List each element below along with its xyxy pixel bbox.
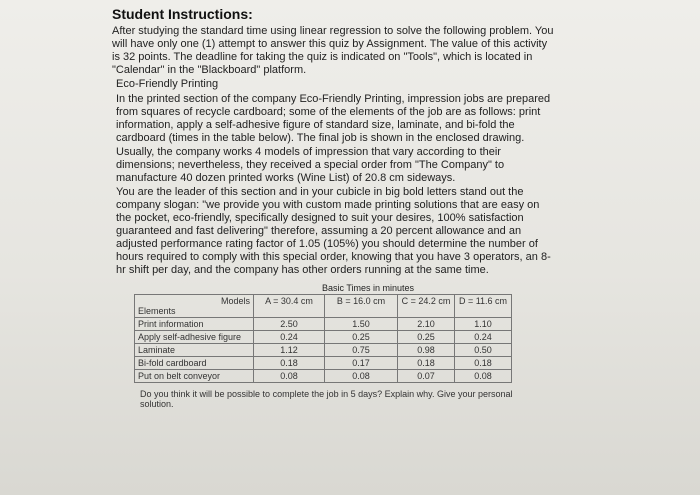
intro-paragraph: After studying the standard time using linear regression to solve the following problem. You will have only one (1) attempt to answer this quiz by Assignment. The value of this activity is 32 points. The deadline for taking the quiz is indicated on "Tools", which is located in "Calendar" in the "Blackboard" platform. (112, 25, 554, 76)
cell-d: 0.08 (455, 370, 512, 383)
basic-times-table (134, 294, 512, 383)
cell-c: 0.07 (398, 370, 455, 383)
cell-d: 0.50 (455, 344, 512, 357)
elements-label: Elements (138, 306, 176, 316)
table-title: Basic Times in minutes (321, 283, 415, 293)
col-a-header: A = 30.4 cm (254, 295, 325, 318)
cell-d: 0.24 (455, 331, 512, 344)
question-text: Do you think it will be possible to complete the job in 5 days? Explain why. Give your personal solution. (140, 389, 513, 409)
col-b-header: B = 16.0 cm (325, 295, 398, 318)
cell-b: 0.17 (325, 357, 398, 370)
page-title: Student Instructions: (112, 6, 253, 22)
cell-a: 0.18 (254, 357, 325, 370)
cell-c: 2.10 (398, 318, 455, 331)
paragraph-1: In the printed section of the company Eco-Friendly Printing, impression jobs are prepared from squares of recycle cardboard; some of the elements of the job are as follows: print information, apply a self-adhesive figure of standard size, laminate, and bi-fold the cardboard (times in the table below). The final job is shown in the enclosed drawing. (116, 93, 551, 144)
table-row (135, 331, 512, 344)
paragraph-3: You are the leader of this section and in your cubicle in big bold letters stand out the company slogan: "we provide you with custom made printing solutions that are easy on the pocket, eco-friendly, specifically designed to suit your desires, 100% satisfaction guaranteed and fast delivering" therefore, assuming a 20 percent allowance and an adjusted performance rating factor of 1.05 (105%) you should determine the number of hours required to comply with this special order, knowing that you have 3 operators, an 8-hr shift per day, and the company has other orders running at the same time. (116, 186, 551, 276)
cell-b: 0.25 (325, 331, 398, 344)
table-row (135, 318, 512, 331)
paragraph-2: Usually, the company works 4 models of impression that vary according to their dimensions; nevertheless, they received a special order from "The Company" to manufacture 40 dozen printed works (Wine List) of 20.8 cm sideways. (116, 146, 505, 184)
cell-d: 1.10 (455, 318, 512, 331)
row-element: Apply self-adhesive figure (135, 331, 254, 344)
models-label: Models (220, 296, 250, 306)
document-content (112, 6, 554, 409)
table-header-row (135, 295, 512, 318)
table-row (135, 344, 512, 357)
cell-c: 0.18 (398, 357, 455, 370)
row-element: Put on belt conveyor (135, 370, 254, 383)
section-title: Eco-Friendly Printing (116, 78, 219, 90)
col-c-header: C = 24.2 cm (398, 295, 455, 318)
cell-a: 0.24 (254, 331, 325, 344)
table-row (135, 357, 512, 370)
cell-c: 0.25 (398, 331, 455, 344)
col-d-header: D = 11.6 cm (455, 295, 512, 318)
cell-a: 2.50 (254, 318, 325, 331)
cell-b: 0.08 (325, 370, 398, 383)
cell-a: 0.08 (254, 370, 325, 383)
row-element: Print information (135, 318, 254, 331)
row-element: Bi-fold cardboard (135, 357, 254, 370)
header-models-elements (135, 295, 254, 318)
cell-b: 1.50 (325, 318, 398, 331)
cell-c: 0.98 (398, 344, 455, 357)
table-row (135, 370, 512, 383)
cell-b: 0.75 (325, 344, 398, 357)
cell-a: 1.12 (254, 344, 325, 357)
row-element: Laminate (135, 344, 254, 357)
cell-d: 0.18 (455, 357, 512, 370)
